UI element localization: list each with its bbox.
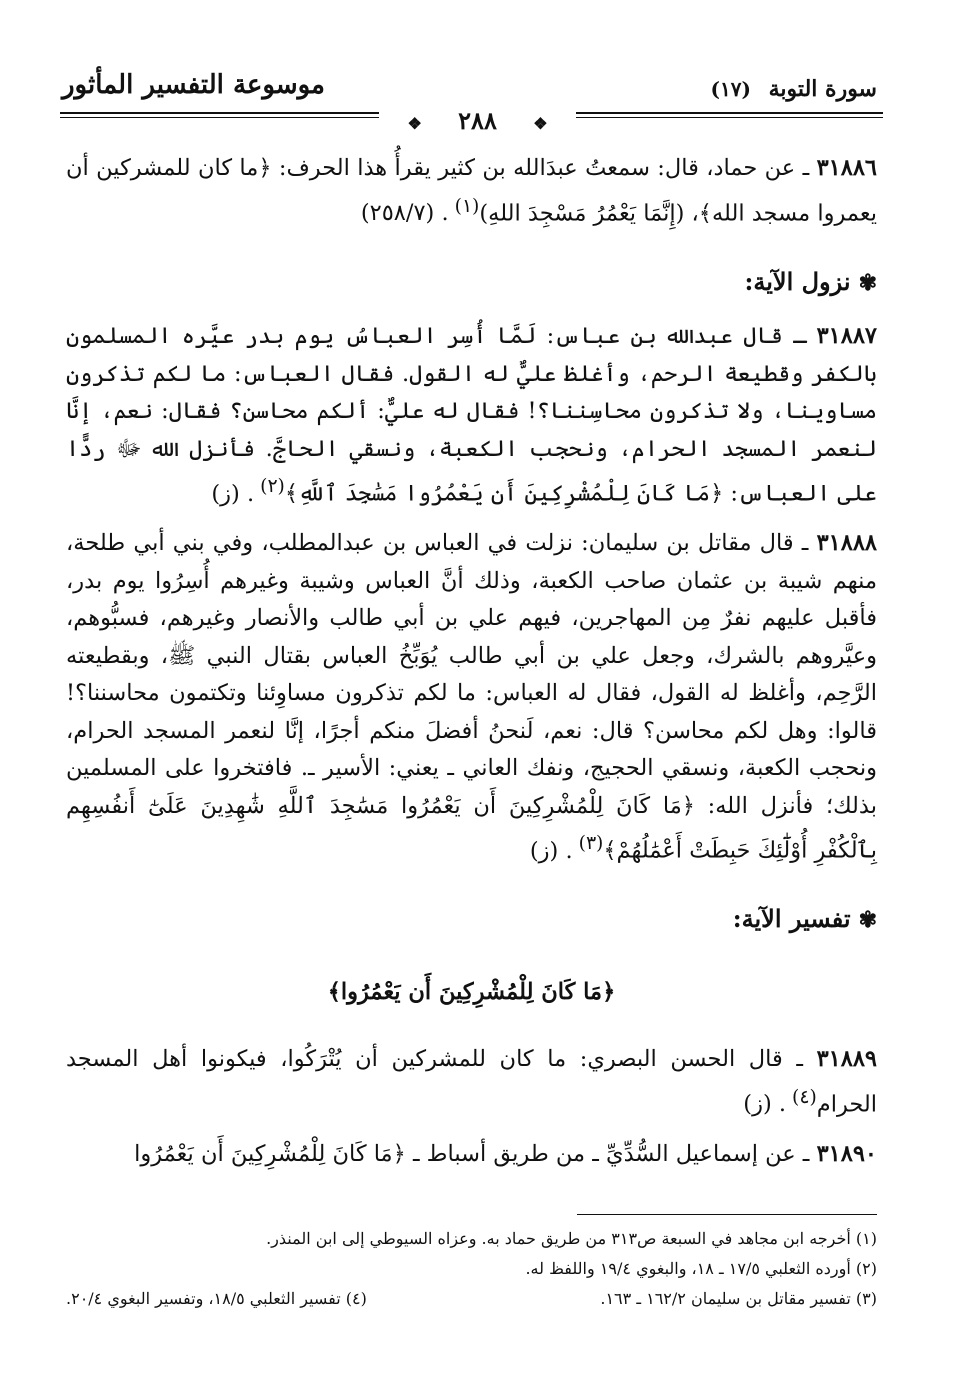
- diamond-ornament-icon: ❖: [519, 114, 561, 133]
- diamond-ornament-icon: ❖: [393, 114, 435, 133]
- flower-ornament-icon: ✾: [858, 907, 877, 933]
- source-ref: . (ز): [743, 1091, 787, 1117]
- page-number: ٢٨٨: [444, 106, 511, 135]
- flower-ornament-icon: ✾: [858, 269, 877, 296]
- footnotes: [66, 1224, 877, 1314]
- footnote-ref[interactable]: (٤): [792, 1086, 817, 1108]
- narration-31890: [66, 1136, 877, 1174]
- section-heading-nuzul: [66, 263, 877, 303]
- running-header-book-title: موسوعة التفسير المأثور: [62, 70, 325, 100]
- source-ref: . (٢٥٨/٧): [360, 200, 449, 226]
- narration-number: ٣١٨٨٦: [816, 155, 878, 181]
- narration-text: ـ عن إسماعيل السُّدِّيِّ ـ من طريق أسباط ـ ﴿مَا كَانَ لِلْمُشْرِكِينَ أَن يَعْمُرُوا: [134, 1140, 810, 1167]
- footnote-2: (٢) أورده الثعلبي ١٧/٥ ـ ١٨، والبغوي ١٩/٤ واللفظ له.: [525, 1259, 877, 1278]
- surah-number: (١٧): [710, 77, 751, 101]
- verse-heading: ﴿مَا كَانَ لِلْمُشْرِكِينَ أَن يَعْمُرُوا﴾: [327, 978, 616, 1005]
- source-ref: . (ز): [211, 480, 255, 507]
- section-title: تفسير الآية:: [732, 904, 851, 933]
- footnote-rule: [577, 1214, 877, 1215]
- section-heading-tafsir: [66, 900, 877, 940]
- footnote-ref[interactable]: (١): [454, 195, 480, 217]
- narration-text: ـ قال عبدالله بن عباس: لَمَّا أُسِر العباسُ يوم بدر عيَّره المسلمون بالكفر وقطيعة الرحم، وأغلظ عليٌّ له القول. فقال العباس: ما لكم تذكرون مساوينا، ولا تذكرون محاسِننا؟! فقال له عليٌّ: ألكم محاسن؟ فقال: نعم، إنَّا لنعمر المسجد الحرام، ونحجب الكعبة، ونسقي الحاجَّ. فأنزل الله ﷻ ردًّا على العباس: ﴿مَا كَانَ لِلْمُشْرِكِينَ أَن يَعْمُرُوا مَسَٰجِدَ ٱللَّهِ﴾: [66, 323, 877, 507]
- source-ref: . (ز): [529, 837, 573, 864]
- footnote-row: [66, 1284, 877, 1314]
- running-header-surah: [711, 76, 877, 102]
- narration-text: ـ قال مقاتل بن سليمان: نزلت في العباس بن عبدالمطلب، وفي بني أبي طلحة، منهم شيبة بن عثمان صاحب الكعبة، وذلك أنَّ العباس وشيبة وغيرهم أُسِرُوا يوم بدر، فأقبل عليهم نفرٌ مِن المهاجرين، فيهم علي بن أبي طالب والأنصار وغيرهم، فسبُّوهم، وعيَّروهم بالشرك، وجعل علي بن أبي طالب يُوَبِّخُ العباس بقتال النبي ﷺ، وبقطيعته الرَّحِم، وأغلظ له القول، فقال له العباس: ما لكم تذكرون مساوِئنا وتكتمون محاسننا؟! قالوا: وهل لكم محاسن؟ قال: نعم، لَنحنُ أفضلَ منكم أجرًا، إنَّا لنعمر المسجد الحرام، ونحجب الكعبة، ونسقي الحجيج، ونفك العاني ـ يعني: الأسير ـ. فافتخروا على المسلمين بذلك؛ فأنزل الله: ﴿مَا كَانَ لِلْمُشْرِكِينَ أَن يَعْمُرُوا مَسَٰجِدَ ٱللَّهِ شَٰهِدِينَ عَلَىٰٓ أَنفُسِهِم بِٱلْكُفْرِ أُوْلَٰٓئِكَ حَبِطَتْ أَعْمَٰلُهُمْ﴾: [66, 530, 877, 864]
- section-title: نزول الآية:: [744, 266, 851, 296]
- surah-name: سورة التوبة: [768, 76, 877, 102]
- footnote-3: (٣) تفسير مقاتل بن سليمان ١٦٢/٢ ـ ١٦٣.: [600, 1289, 877, 1308]
- narration-number: ٣١٨٩٠: [816, 1140, 877, 1167]
- narration-number: ٣١٨٨٧: [816, 323, 877, 349]
- main-text: [66, 150, 877, 1173]
- narration-31887: [66, 318, 877, 513]
- footnote-ref[interactable]: (٢): [260, 476, 285, 497]
- narration-31886: [66, 150, 877, 233]
- narration-31889: [66, 1041, 877, 1124]
- narration-number: ٣١٨٨٨: [816, 530, 878, 556]
- narration-text: ـ عن حماد، قال: سمعتُ عبدَالله بن كثير يقرأُ هذا الحرف: ﴿ما كان للمشركين أن يعمروا مسجد الله﴾، (إِنَّمَا يَعْمُرُ مَسْجِدَ اللهِ): [66, 155, 877, 226]
- narration-number: ٣١٨٨٩: [816, 1046, 877, 1072]
- narration-31888: [66, 525, 877, 870]
- footnote-1: (١) أخرجه ابن مجاهد في السبعة ص٣١٣ من طريق حماد به. وعزاه السيوطي إلى ابن المنذر.: [266, 1229, 877, 1248]
- page-number-box: [0, 106, 955, 135]
- footnote-ref[interactable]: (٣): [578, 833, 604, 854]
- footnote-4: (٤) تفسير الثعلبي ١٨/٥، وتفسير البغوي ٢٠/٤.: [66, 1289, 367, 1308]
- narration-text: ـ قال الحسن البصري: ما كان للمشركين أن يُتْرَكُوا، فيكونوا أهل المسجد الحرام: [66, 1046, 877, 1117]
